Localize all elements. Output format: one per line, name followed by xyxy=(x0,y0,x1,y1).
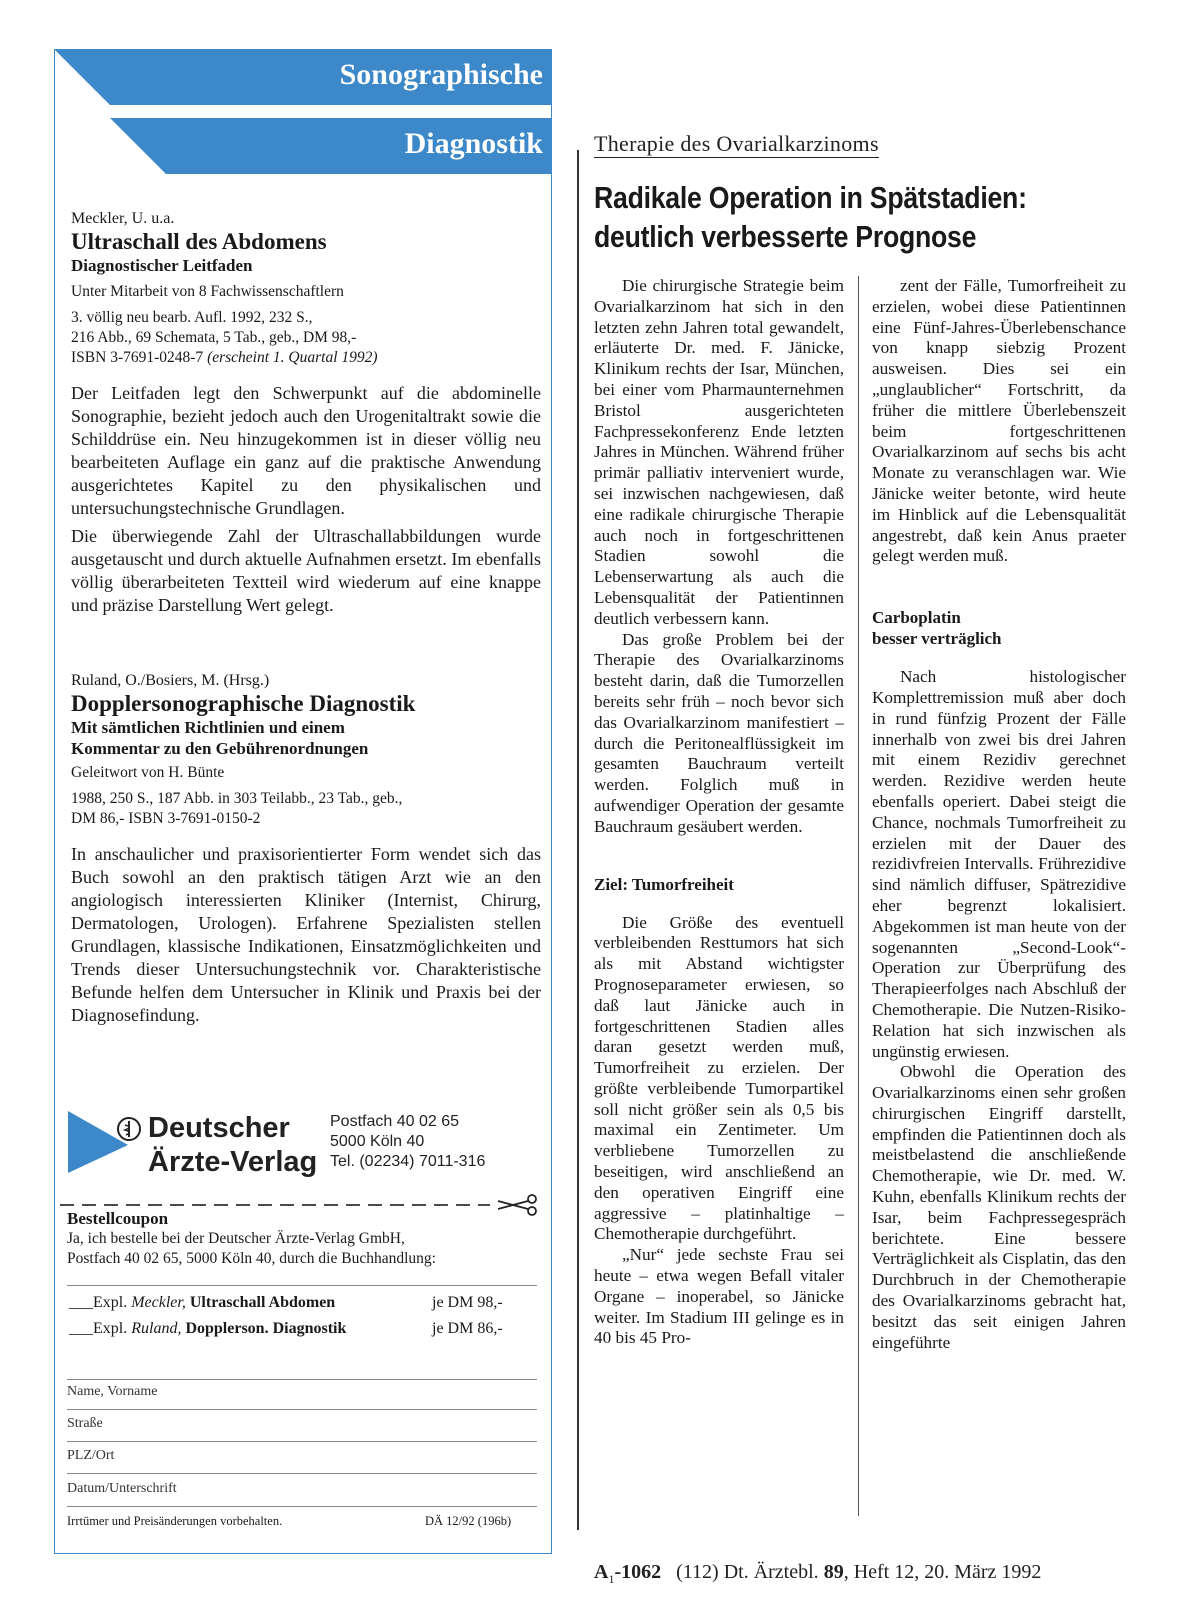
publisher-block xyxy=(68,1109,548,1179)
name-field[interactable] xyxy=(67,1384,537,1410)
footer-volume: 89 xyxy=(823,1561,844,1583)
street-field-label: Straße xyxy=(67,1416,103,1431)
publisher-name-1: Deutscher xyxy=(148,1112,290,1144)
coupon-code: DÄ 12/92 (196b) xyxy=(425,1514,512,1528)
coupon-blank-line[interactable] xyxy=(67,1276,537,1286)
book2-author: Ruland, O./Bosiers, M. (Hrsg.) xyxy=(71,672,270,689)
book1-author: Meckler, U. u.a. xyxy=(71,210,175,227)
book1-description xyxy=(71,382,541,617)
article-kicker: Therapie des Ovarialkarzinoms xyxy=(594,131,879,156)
order1-price: je DM 98,- xyxy=(432,1294,503,1311)
book2 xyxy=(71,672,541,1032)
book1-collab: Unter Mitarbeit von 8 Fachwissenschaftlern xyxy=(71,283,344,300)
banner-bottom-text: Diagnostik xyxy=(404,127,543,160)
signature-field[interactable] xyxy=(67,1481,537,1507)
column-rule xyxy=(577,150,579,1530)
city-field[interactable] xyxy=(67,1448,537,1474)
book1 xyxy=(71,210,541,622)
book2-details-2: DM 86,- ISBN 3-7691-0150-2 xyxy=(71,810,261,827)
col1-p1: Die chirurgische Strategie beim Ovarialkarzinom hat sich in den letzten zehn Jahren total gewandelt, erläuterte Dr. med. F. Jänicke, Klinikum rechts der Isar, München, bei einer vom Pharmaunternehmen Bristol ausgerichteten Fachpressekonferenz Ende letzten Jahres in München. Während früher primär palliativ interveniert wurde, sei inzwischen nachgewiesen, daß eine radikale chirurgische Therapie auch noch in fortgeschrittenen Stadien sowohl die Lebenserwartung als auch die Lebensqualität der Patientinnen deutlich verbessern kann. xyxy=(594,276,844,628)
order2-title: Dopplerson. Diagnostik xyxy=(185,1320,347,1337)
book1-title: Ultraschall des Abdomens xyxy=(71,229,327,254)
column-divider xyxy=(858,276,859,1516)
col1-subhead: Ziel: Tumorfreiheit xyxy=(594,874,734,894)
col2-subhead-2: besser verträglich xyxy=(872,629,1002,649)
order1-author: Meckler, xyxy=(131,1294,186,1311)
order-coupon xyxy=(67,1209,542,1269)
publisher-addr-1: Postfach 40 02 65 xyxy=(330,1113,459,1130)
article-headline xyxy=(594,178,1058,256)
col2-subhead-1: Carboplatin xyxy=(872,608,961,628)
article-column-1 xyxy=(594,276,844,1349)
book2-desc-p1: In anschaulicher und praxisorientierter Form wendet sich das Buch sowohl an den praktisch tätigen Arzt wie an den angiologisch interessierten Kliniker (Internist, Chirurg, Dermatologen, Urologen). Erfahrene Spezialisten stellen Grundlagen, klassische Indikationen, Einsatzmöglichkeiten und Trends dieser Untersuchungstechnik vor. Charakteristische Befunde helfen dem Untersucher in Klinik und Praxis bei der Diagnosefindung. xyxy=(71,844,541,1025)
headline-line-2: deutlich verbesserte Prognose xyxy=(594,219,977,254)
article-column-2 xyxy=(872,276,1126,1353)
order1-title: Ultraschall Abdomen xyxy=(189,1294,336,1311)
book2-details-1: 1988, 250 S., 187 Abb. in 303 Teilabb., 23 Tab., geb., xyxy=(71,790,403,807)
banner-top-text: Sonographische xyxy=(339,58,543,91)
footer-page-letter: A xyxy=(594,1561,609,1583)
book2-subtitle-1: Mit sämtlichen Richtlinien und einem xyxy=(71,718,345,737)
publisher-addr-3: Tel. (02234) 7011-316 xyxy=(330,1153,486,1170)
publisher-name-2: Ärzte-Verlag xyxy=(148,1146,318,1178)
coupon-text-1: Ja, ich bestelle bei der Deutscher Ärzte-Verlag GmbH, xyxy=(67,1230,405,1247)
signature-field-label: Datum/Unterschrift xyxy=(67,1481,177,1496)
footer-issue: , Heft 12, 20. März 1992 xyxy=(843,1561,1042,1583)
col1-p3: Die Größe des eventuell verbleibenden Resttumors hat sich als mit Abstand wichtigster Prognoseparameter erwiesen, so daß laut Jänicke auch in fortgeschrittenen Stadien alles daran gesetzt werden muß, Tumorfreiheit zu erzielen. Der größte verbleibende Tumorpartikel soll nicht größer sein als 0,5 bis maximal ein Zentimeter. Um verbliebene Tumorzellen zu beseitigen, wird anschließend an den operativen Eingriff eine aggressive – platinhaltige – Chemotherapie durchgeführt. xyxy=(594,912,844,1244)
book1-edition: 3. völlig neu bearb. Aufl. 1992, 232 S., xyxy=(71,309,313,326)
headline-line-1: Radikale Operation in Spätstadien: xyxy=(594,180,1027,215)
book1-desc-p1: Der Leitfaden legt den Schwerpunkt auf die abdominelle Sonographie, bezieht jedoch auch den Urogenitaltrakt sowie die Schilddrüse ein. Neu hinzugekommen ist in dieser völlig neu bearbeiteten Auflage ein ganz auf die praktische Anwendung ausgerichtetes Kapitel zu den physikalischen und untersuchungstechnische Grundlagen. xyxy=(71,383,541,518)
name-field-label: Name, Vorname xyxy=(67,1384,158,1399)
order-row-2[interactable] xyxy=(69,1320,539,1338)
order1-prefix: ___Expl. xyxy=(69,1294,128,1311)
book1-details: 216 Abb., 69 Schemata, 5 Tab., geb., DM 98,- xyxy=(71,329,357,346)
footer-page-num: -1062 xyxy=(614,1561,662,1583)
coupon-title: Bestellcoupon xyxy=(67,1209,169,1228)
book2-foreword: Geleitwort von H. Bünte xyxy=(71,764,225,781)
order2-author: Ruland, xyxy=(131,1320,182,1337)
coupon-footer xyxy=(67,1514,537,1529)
order2-prefix: ___Expl. xyxy=(69,1320,128,1337)
book1-isbn-note: (erscheint 1. Quartal 1992) xyxy=(207,349,378,366)
publisher-name xyxy=(148,1111,317,1179)
book2-subtitle-2: Kommentar zu den Gebührenordnungen xyxy=(71,739,369,758)
aesculapius-icon xyxy=(116,1116,142,1142)
book1-subtitle: Diagnostischer Leitfaden xyxy=(71,256,253,275)
order2-price: je DM 86,- xyxy=(432,1320,503,1337)
col1-p4: „Nur“ jede sechste Frau sei heute – etwa wegen Befall vitaler Organe – inoperabel, so Jänicke weiter. Im Stadium III gelinge es in 40 bis 45 Pro- xyxy=(594,1245,844,1348)
col1-p2: Das große Problem bei der Therapie des Ovarialkarzinoms besteht darin, daß die Tumorzellen bereits sehr früh – noch bevor sich das Ovarialkarzinom manifestiert – durch die Peritonealflüssigkeit im gesamten Bauchraum verteilt werden. Folglich muß in aufwendiger Operation der gesamte Bauchraum gesäubert werden. xyxy=(594,629,844,836)
footer-journal: (112) Dt. Ärztebl. xyxy=(661,1561,824,1583)
publisher-addr-2: 5000 Köln 40 xyxy=(330,1133,425,1150)
coupon-top-line xyxy=(67,1366,537,1380)
book1-desc-p2: Die überwiegende Zahl der Ultraschallabbildungen wurde ausgetauscht und durch aktuelle Aufnahmen ersetzt. Im ebenfalls völlig überarbeiteten Textteil wird wiederum auf eine knappe und präzise Darstellung Wert gelegt. xyxy=(71,526,541,615)
book1-isbn: ISBN 3-7691-0248-7 xyxy=(71,349,204,366)
disclaimer: Irrtümer und Preisänderungen vorbehalten. xyxy=(67,1514,283,1528)
coupon-text-2: Postfach 40 02 65, 5000 Köln 40, durch die Buchhandlung: xyxy=(67,1250,436,1267)
street-field[interactable] xyxy=(67,1416,537,1442)
order-row-1[interactable] xyxy=(69,1294,539,1312)
col2-p2: Nach histologischer Komplettremission muß aber doch in rund fünfzig Prozent der Fälle innerhalb von zwei bis drei Jahren mit einem Rezidiv gerechnet werden. Rezidive werden heute ebenfalls operiert. Dabei steigt die Chance, nochmals Tumorfreiheit zu erzielen mit der Dauer des rezidivfreien Intervalls. Frührezidive sind nämlich diffuser, Spätrezidive eher begrenzt lokalisiert. Abgekommen ist man heute von der sogenannten „Second-Look“-Operation zur Überprüfung des Therapieerfolges nach Abschluß der Chemotherapie. Die Nutzen-Risiko-Relation hat sich inzwischen als ungünstig erwiesen. xyxy=(872,667,1126,1061)
page-footer xyxy=(594,1561,1041,1587)
book1-isbn-line xyxy=(71,348,541,368)
footer-page-sub: 1 xyxy=(608,1572,615,1586)
book2-description xyxy=(71,843,541,1027)
publisher-address xyxy=(330,1112,485,1172)
col2-p1: zent der Fälle, Tumorfreiheit zu erzielen, wobei diese Patientinnen eine Fünf-Jahres-Überlebenschance von knapp siebzig Prozent ausweisen. Dies sei ein „unglaublicher“ Fortschritt, da früher die mittlere Überlebenszeit beim fortgeschrittenen Ovarialkarzinom auf sechs bis acht Monate zu veranschlagen war. Wie Jänicke weiter betonte, wird heute im Hinblick auf die Lebensqualität angestrebt, daß kein Anus praeter gelegt werden muß. xyxy=(872,276,1126,566)
book2-title: Dopplersonographische Diagnostik xyxy=(71,691,416,716)
col2-p3: Obwohl die Operation des Ovarialkarzinoms einen sehr großen chirurgischen Eingriff darstellt, empfinden die Patientinnen doch als meistbelastend die anschließende Chemotherapie, wie Dr. med. W. Kuhn, ebenfalls Klinikum rechts der Isar, beim Fachpressegespräch berichtete. Eine bessere Verträglichkeit als Cisplatin, das den Durchbruch in der Chemotherapie des Ovarialkarzinoms gebracht hat, besitzt das seit einigen Jahren eingeführte xyxy=(872,1062,1126,1352)
city-field-label: PLZ/Ort xyxy=(67,1448,115,1463)
